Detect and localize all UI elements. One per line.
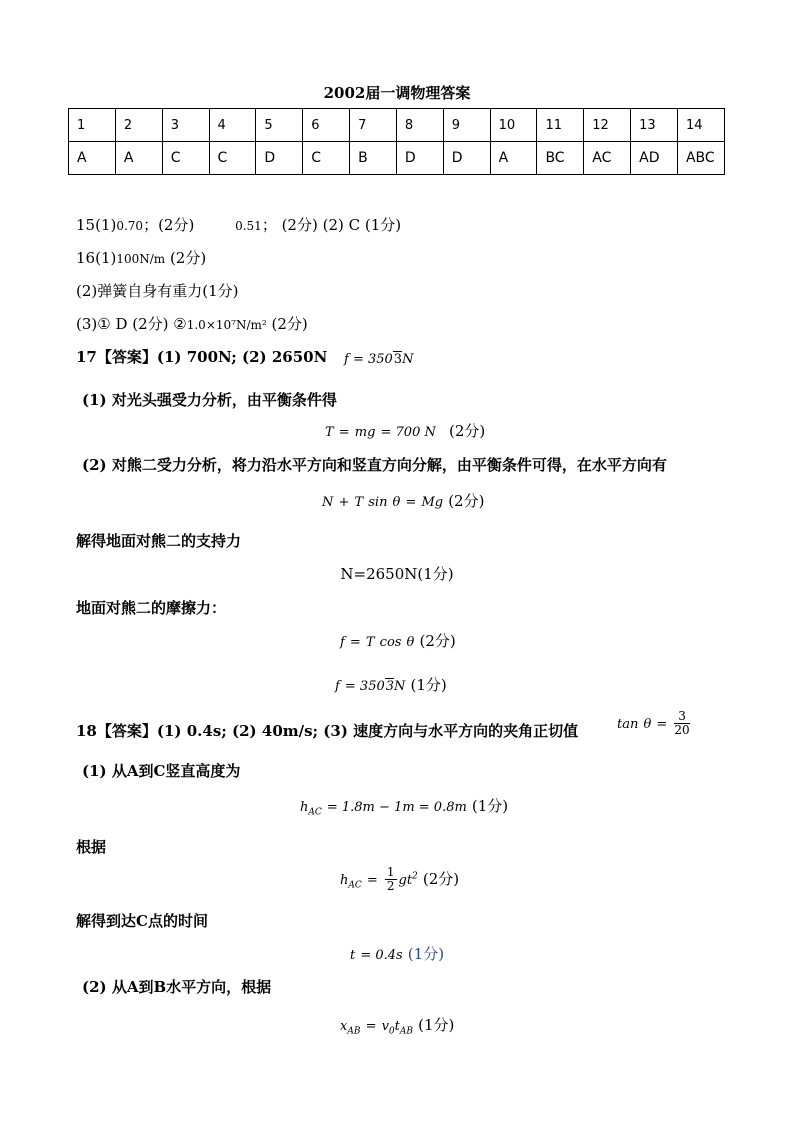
table-cell-number: 4 [209,109,256,142]
q17-eq-5: f = 3503N (1分) [335,676,447,694]
table-cell-number: 9 [443,109,490,142]
q18-line-2: 根据 [76,838,107,856]
q17-eq-4-score: (2分) [419,632,456,650]
table-cell-answer: C [303,142,350,175]
table-cell-answer: BC [537,142,584,175]
table-cell-answer: D [256,142,303,175]
q18-head: 18【答案】(1) 0.4s; (2) 40m/s; (3) 速度方向与水平方向的夹角正切值 [76,722,579,740]
q17-eq-1-score: (2分) [448,422,486,440]
page-title: 2002届一调物理答案 [323,84,471,102]
q18-line-3: 解得到达C点的时间 [76,912,208,930]
q18-half-num: 1 [386,865,395,879]
table-cell-number: 8 [396,109,443,142]
q18-half-fraction [385,866,397,893]
q18-line-4: (2) 从A到B水平方向，根据 [82,978,272,996]
q15-score-1: ；(2分) [143,216,195,234]
q16-part3: (3)① D (2分) ② [76,315,187,333]
table-cell-number: 10 [490,109,537,142]
table-cell-answer: D [443,142,490,175]
table-cell-answer: C [162,142,209,175]
table-cell-number: 1 [69,109,116,142]
q18-eq-1: $h_{AC} = 1.8m - 1m = 0.8m$ (1分) [300,797,509,818]
q17-eq-4: f = T cos θ (2分) [340,632,456,650]
q16-prefix: 16(1) [76,249,117,267]
table-cell-number: 3 [162,109,209,142]
table-cell-number: 13 [631,109,678,142]
table-cell-number: 5 [256,109,303,142]
q17-head-eq: f = 3503N [344,352,414,367]
q16-value: 100N/m [116,252,166,266]
q18-fraction-den: 20 [674,723,690,737]
q15-line [76,214,401,235]
q16-modulus: 1.0×10⁷N/m² [186,318,267,332]
q18-eq-1-score: (1分) [471,797,509,815]
q16-score: (2分) [169,249,207,267]
table-cell-answer: A [69,142,116,175]
q18-eq-3-score: (1分) [407,945,445,963]
table-cell-answer: C [209,142,256,175]
q16-line-2: (2)弹簧自身有重力(1分) [76,282,239,300]
table-cell-number: 12 [584,109,631,142]
q18-eq-4-score: (1分) [418,1016,455,1034]
q18-eq-3: t = 0.4s (1分) [350,945,445,963]
q17-line-3: 解得地面对熊二的支持力 [76,532,242,550]
table-cell-answer: B [350,142,397,175]
q15-prefix: 15(1) [76,216,117,234]
q17-eq-5-score: (1分) [410,676,447,694]
q16-part3-score: (2分) [271,315,308,333]
q17-line-2: (2) 对熊二受力分析，将力沿水平方向和竖直方向分解，由平衡条件可得，在水平方向有 [82,456,667,474]
table-cell-number: 7 [350,109,397,142]
table-row-answers [69,142,725,175]
q17-line-4: 地面对熊二的摩擦力： [76,599,227,617]
q16-line-1 [76,247,206,268]
q17-eq-1: T = mg = 700 N (2分) [325,422,486,440]
q18-eq-4: $x_{AB} = v_0t_{AB}$ (1分) [340,1016,455,1037]
q18-line-1: (1) 从A到C竖直高度为 [82,762,241,780]
table-row-numbers [69,109,725,142]
q16-line-3 [76,313,308,334]
table-cell-number: 2 [115,109,162,142]
table-cell-answer: D [396,142,443,175]
table-cell-answer: ABC [677,142,724,175]
q15-value-2: 0.51 [235,219,262,233]
q18-eq-2: $h_{AC}$ = $\frac{1}{2}$ $gt^2$ (2分) [340,865,460,893]
q17-eq-3: N=2650N(1分) [340,565,454,583]
answer-table [68,108,725,175]
table-cell-number: 14 [677,109,724,142]
q17-eq-2-score: (2分) [448,492,485,510]
q18-head-eq: tan θ = $\frac{3}{20}$ [617,709,690,737]
q15-score-2: ； (2分) (2) C (1分) [261,216,402,234]
table-cell-answer: AC [584,142,631,175]
q18-fraction-num: 3 [674,710,689,724]
table-cell-number: 11 [537,109,584,142]
table-cell-answer: A [490,142,537,175]
table-cell-number: 6 [303,109,350,142]
q15-value-1: 0.70 [116,219,144,233]
q18-fraction [674,710,689,737]
q18-eq-2-score: (2分) [422,870,460,888]
q18-half-den: 2 [386,879,395,893]
table-cell-answer: A [115,142,162,175]
q17-eq-2: N + T sin θ = Mg (2分) [322,492,485,510]
q17-head: 17【答案】(1) 700N; (2) 2650N [76,348,328,366]
q17-line-1: (1) 对光头强受力分析，由平衡条件得 [82,391,337,409]
table-cell-answer: AD [631,142,678,175]
